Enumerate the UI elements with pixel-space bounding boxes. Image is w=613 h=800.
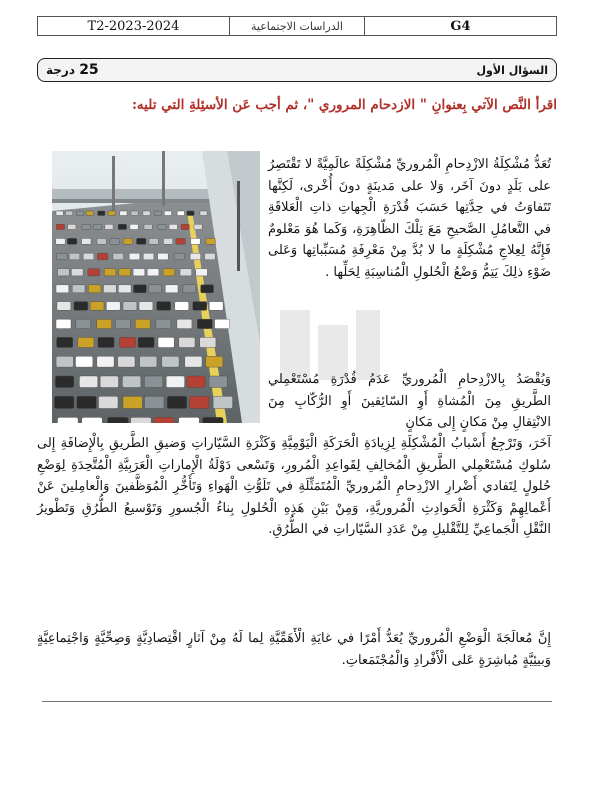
car-shape (131, 211, 138, 216)
car-shape (157, 302, 171, 311)
score-number: 25 (79, 62, 99, 78)
car-shape (119, 269, 131, 276)
car-shape (76, 319, 91, 328)
header-table (37, 16, 557, 36)
car-shape (176, 238, 185, 244)
car-shape (79, 376, 97, 388)
car-shape (57, 253, 68, 260)
car-shape (200, 337, 216, 347)
car-shape (185, 356, 202, 367)
car-shape (149, 285, 162, 293)
car-shape (179, 337, 195, 347)
car-shape (203, 417, 224, 423)
car-shape (115, 319, 130, 328)
grade-cell: G4 (450, 18, 471, 34)
car-shape (97, 253, 108, 260)
car-shape (105, 224, 113, 229)
car-shape (54, 396, 74, 408)
car-shape (120, 211, 127, 216)
car-shape (93, 224, 101, 229)
car-shape (183, 285, 196, 293)
car-shape (71, 269, 83, 276)
question-title: السؤال الأول (476, 63, 548, 77)
car-shape (100, 376, 118, 388)
car-shape (166, 376, 184, 388)
car-shape (169, 224, 177, 229)
car-shape (56, 211, 63, 216)
car-shape (82, 238, 91, 244)
car-shape (56, 224, 64, 229)
car-shape (134, 285, 147, 293)
car-shape (197, 319, 212, 328)
subject-cell: الدراسات الاجتماعية (230, 17, 365, 35)
bottom-divider (42, 701, 552, 702)
car-shape (97, 356, 114, 367)
car-shape (135, 319, 150, 328)
car-shape (206, 238, 215, 244)
car-shape (118, 224, 126, 229)
car-shape (200, 211, 207, 216)
car-shape (191, 238, 200, 244)
car-shape (209, 302, 223, 311)
car-shape (131, 417, 152, 423)
car-shape (145, 396, 165, 408)
car-shape (90, 302, 104, 311)
car-shape (88, 285, 101, 293)
car-shape (194, 224, 202, 229)
paragraph-2-continued: آخَرَ، وَتَرْجِعُ أَسْبابُ الْمُشْكِلَةِ لِزِيادَةِ الْحَرَكَةِ الْيَوْمِيَّةِ وَكَثْرَةِ السَّيّاراتِ وَضيقِ الطَّريقِ بِالْإِضافَةِ إِلى سُلوكِ مُسْتَعْمِلي الطَّريقِ الْمُخالِفِ لِقَواعِدِ الْمُرورِ، وَتَسْعى دَوْلَةُ الْإِماراتِ الْعَرَبِيَّةِ الْمُتَّحِدَةِ لِوَضْعِ حُلولٍ لِتَفادي أَضْرارِ الازْدِحامِ الْمُروريِّ الْمُتَمَثِّلَةِ في تَلَوُّثِ الْهَواءِ وَتَأَخُّرِ الْمُوَظَّفينَ وَالْعامِلينَ عَنْ أَعْمالِهِمْ وَكَثْرَةِ الْحَوادِثِ الْمُروريَّةِ، وَمِنْ بَيْنِ هَذِهِ الْحُلولِ بِناءُ الْجُسورِ وَتَوْسيعُ الطُّرُقِ وَتَطْويرُ النَّقْلِ الْجَماعِيِّ لِلتَّقْليلِ مِنْ عَدَدِ السَّيّاراتِ في الطُّرُقِ. (37, 436, 551, 538)
car-shape (82, 417, 103, 423)
car-shape (106, 302, 120, 311)
question-bar (37, 58, 557, 82)
car-shape (201, 285, 214, 293)
car-shape (113, 253, 124, 260)
car-shape (123, 238, 132, 244)
car-shape (143, 211, 150, 216)
car-shape (56, 285, 69, 293)
car-shape (82, 224, 90, 229)
car-shape (67, 238, 76, 244)
car-shape (190, 396, 210, 408)
car-shape (165, 285, 178, 293)
score-unit: درجة (46, 63, 75, 77)
score-badge (46, 62, 99, 78)
car-shape (57, 337, 73, 347)
car-shape (215, 319, 230, 328)
car-shape (120, 337, 136, 347)
car-shape (69, 253, 80, 260)
car-shape (177, 319, 192, 328)
car-shape (97, 238, 106, 244)
car-shape (209, 376, 227, 388)
car-shape (144, 376, 162, 388)
car-shape (129, 253, 140, 260)
car-shape (139, 302, 153, 311)
car-shape (123, 396, 142, 408)
car-shape (193, 302, 207, 311)
traffic-jam-photo (52, 151, 260, 423)
car-shape (187, 211, 194, 216)
car-shape (108, 211, 115, 216)
car-shape (158, 253, 169, 260)
car-shape (83, 253, 94, 260)
car-shape (74, 302, 88, 311)
car-shape (163, 238, 172, 244)
car-shape (167, 396, 187, 408)
car-shape (154, 211, 161, 216)
car-shape (137, 238, 146, 244)
car-shape (77, 211, 84, 216)
paragraph-2-start: وَيُقْصَدُ بِالازْدِحامِ الْمُروريِّ عَدَمُ قُدْرَةِ مُسْتَعْمِلي الطَّريقِ مِنَ الْمُشاةِ أَوِ السّائِقينَ أَوِ الرُّكّابِ مِنَ الانْتِقالِ مِنْ مَكانٍ إِلى مَكانٍ (268, 372, 551, 431)
car-shape (104, 285, 117, 293)
car-shape (88, 269, 100, 276)
car-shape (140, 356, 157, 367)
car-shape (205, 253, 216, 260)
car-shape (179, 417, 200, 423)
car-shape (86, 211, 93, 216)
car-shape (180, 269, 192, 276)
car-shape (118, 356, 135, 367)
car-shape (55, 376, 73, 388)
car-shape (66, 211, 73, 216)
car-shape (181, 224, 189, 229)
car-shape (154, 417, 175, 423)
paragraph-1: تُعَدُّ مُشْكِلَةُ الازْدِحامِ الْمُروريِّ مُشْكِلَةً عالَمِيَّةً لا تَقْتَصِرُ على بَلَدٍ دونَ آخَر، وَلا على مَدينَةٍ دونَ أُخْرى، لَكِنَّها تَتَفاوَتُ في حِدَّتِها حَسَبَ قُدْرَةِ الْجِهاتِ ذاتِ الْعَلاقَةِ في التَّعامُلِ الصَّحيحِ مَعَ تِلْكَ الظّاهِرَةِ، وَكَما هُوَ مَعْلومٌ فَإِنَّهُ لِعِلاجِ مُشْكِلَةٍ ما لا بُدَّ مِنْ مَعْرِفَةِ مُسَبِّباتِها وَعَلى ضَوْءِ ذلِكَ يَتِمُّ وَضْعُ الْحُلولِ الْمُناسِبَةِ لِحَلِّها . (268, 157, 551, 280)
car-shape (164, 211, 171, 216)
car-shape (72, 285, 85, 293)
car-shape (190, 253, 201, 260)
car-shape (156, 319, 171, 328)
car-shape (118, 285, 131, 293)
car-shape (123, 302, 137, 311)
car-shape (76, 356, 93, 367)
car-shape (110, 238, 119, 244)
car-shape (174, 253, 185, 260)
car-shape (175, 302, 189, 311)
car-shape (130, 224, 138, 229)
term-cell: T2-2023-2024 (38, 17, 230, 35)
car-shape (68, 224, 76, 229)
paragraph-3: إِنَّ مُعالَجَةَ الْوَضْعِ الْمُروريِّ يُعَدُّ أَمْرًا في غايَةِ الْأَهَمِّيَّةِ لِما لَهُ مِنْ آثارٍ اقْتِصادِيَّةٍ وَصِحِّيَّةٍ وَاجْتِماعِيَّةٍ وَبيئِيَّةٍ مُباشِرَةٍ عَلى الْأَفْرادِ وَالْمُجْتَمَعاتِ. (37, 631, 551, 668)
car-shape (108, 417, 129, 423)
car-shape (147, 269, 159, 276)
car-shape (158, 337, 174, 347)
car-shape (163, 269, 175, 276)
car-shape (104, 269, 116, 276)
car-shape (149, 238, 158, 244)
car-shape (122, 376, 140, 388)
car-shape (138, 337, 154, 347)
car-shape (97, 319, 112, 328)
car-shape (177, 211, 184, 216)
car-shape (56, 238, 65, 244)
car-shape (58, 417, 79, 423)
car-shape (213, 396, 233, 408)
car-shape (57, 302, 71, 311)
car-shape (99, 396, 119, 408)
car-shape (158, 224, 166, 229)
car-shape (162, 356, 179, 367)
car-shape (78, 337, 94, 347)
car-shape (143, 253, 154, 260)
car-shape (133, 269, 145, 276)
car-shape (56, 319, 71, 328)
car-shape (206, 356, 223, 367)
car-shape (144, 224, 152, 229)
instruction-text: اقرأ النَّص الآتي بِعنوانِ " الازدحام المروري "، ثم أجب عَن الأسئِلةِ التي تليه: (131, 97, 557, 113)
car-shape (77, 396, 97, 408)
car-shape (98, 337, 114, 347)
car-shape (56, 356, 73, 367)
car-shape (187, 376, 205, 388)
car-shape (58, 269, 70, 276)
car-shape (196, 269, 208, 276)
car-shape (98, 211, 105, 216)
